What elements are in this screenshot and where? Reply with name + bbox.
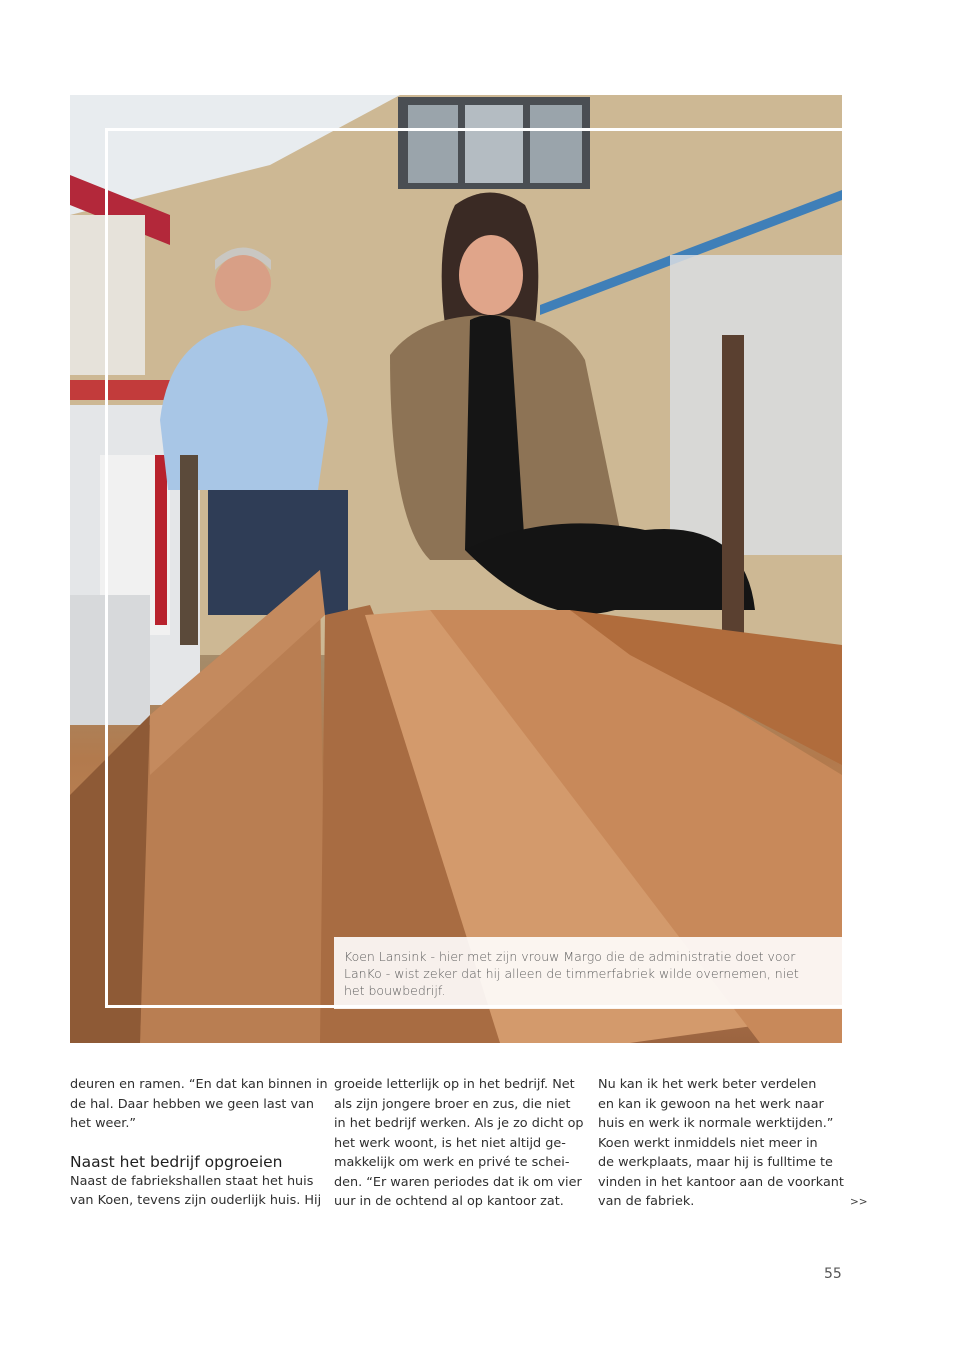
page-number: 55 — [824, 1266, 842, 1282]
body-line: Koen werkt inmiddels niet meer in — [598, 1135, 818, 1151]
body-line: huis en werk ik normale werktijden.” — [598, 1116, 834, 1131]
body-line: de werkplaats, maar hij is fulltime te — [598, 1155, 833, 1170]
body-line: uur in de ochtend al op kantoor zat. — [334, 1194, 564, 1209]
body-line: makkelijk om werk en privé te schei- — [334, 1155, 570, 1170]
text-column-1 — [70, 1075, 328, 1211]
caption-line: LanKo - wist zeker dat hij alleen de timmerfabriek wilde overnemen, niet — [344, 966, 799, 981]
body-line: het werk woont, is het niet altijd ge- — [334, 1135, 566, 1151]
body-line: het weer.” — [70, 1116, 137, 1131]
body-line: Naast de fabriekshallen staat het huis — [70, 1173, 314, 1189]
body-line: vinden in het kantoor aan de voorkant — [598, 1174, 844, 1190]
body-line: de hal. Daar hebben we geen last van — [70, 1096, 314, 1112]
body-line: als zijn jongere broer en zus, die niet — [334, 1096, 571, 1112]
photo-illustration — [70, 95, 842, 1043]
body-line: van de fabriek. — [598, 1194, 695, 1209]
body-line: deuren en ramen. “En dat kan binnen in — [70, 1077, 328, 1092]
caption-line: Koen Lansink - hier met zijn vrouw Margo die de administratie doet voor — [344, 949, 796, 964]
photo-caption — [334, 937, 842, 1009]
section-subheading: Naast het bedrijf opgroeien — [70, 1152, 283, 1171]
body-line: Nu kan ik het werk beter verdelen — [598, 1077, 817, 1092]
text-column-2 — [334, 1075, 584, 1212]
body-line: groeide letterlijk op in het bedrijf. Net — [334, 1077, 575, 1092]
caption-line: het bouwbedrijf. — [344, 983, 446, 998]
continue-marker: >> — [850, 1196, 868, 1208]
body-line: van Koen, tevens zijn ouderlijk huis. Hij — [70, 1193, 322, 1208]
text-column-3 — [598, 1075, 848, 1212]
article-photo — [70, 95, 842, 1043]
body-line: in het bedrijf werken. Als je zo dicht op — [334, 1116, 584, 1131]
body-line: den. “Er waren periodes dat ik om vier — [334, 1174, 582, 1190]
body-line: en kan ik gewoon na het werk naar — [598, 1096, 824, 1112]
